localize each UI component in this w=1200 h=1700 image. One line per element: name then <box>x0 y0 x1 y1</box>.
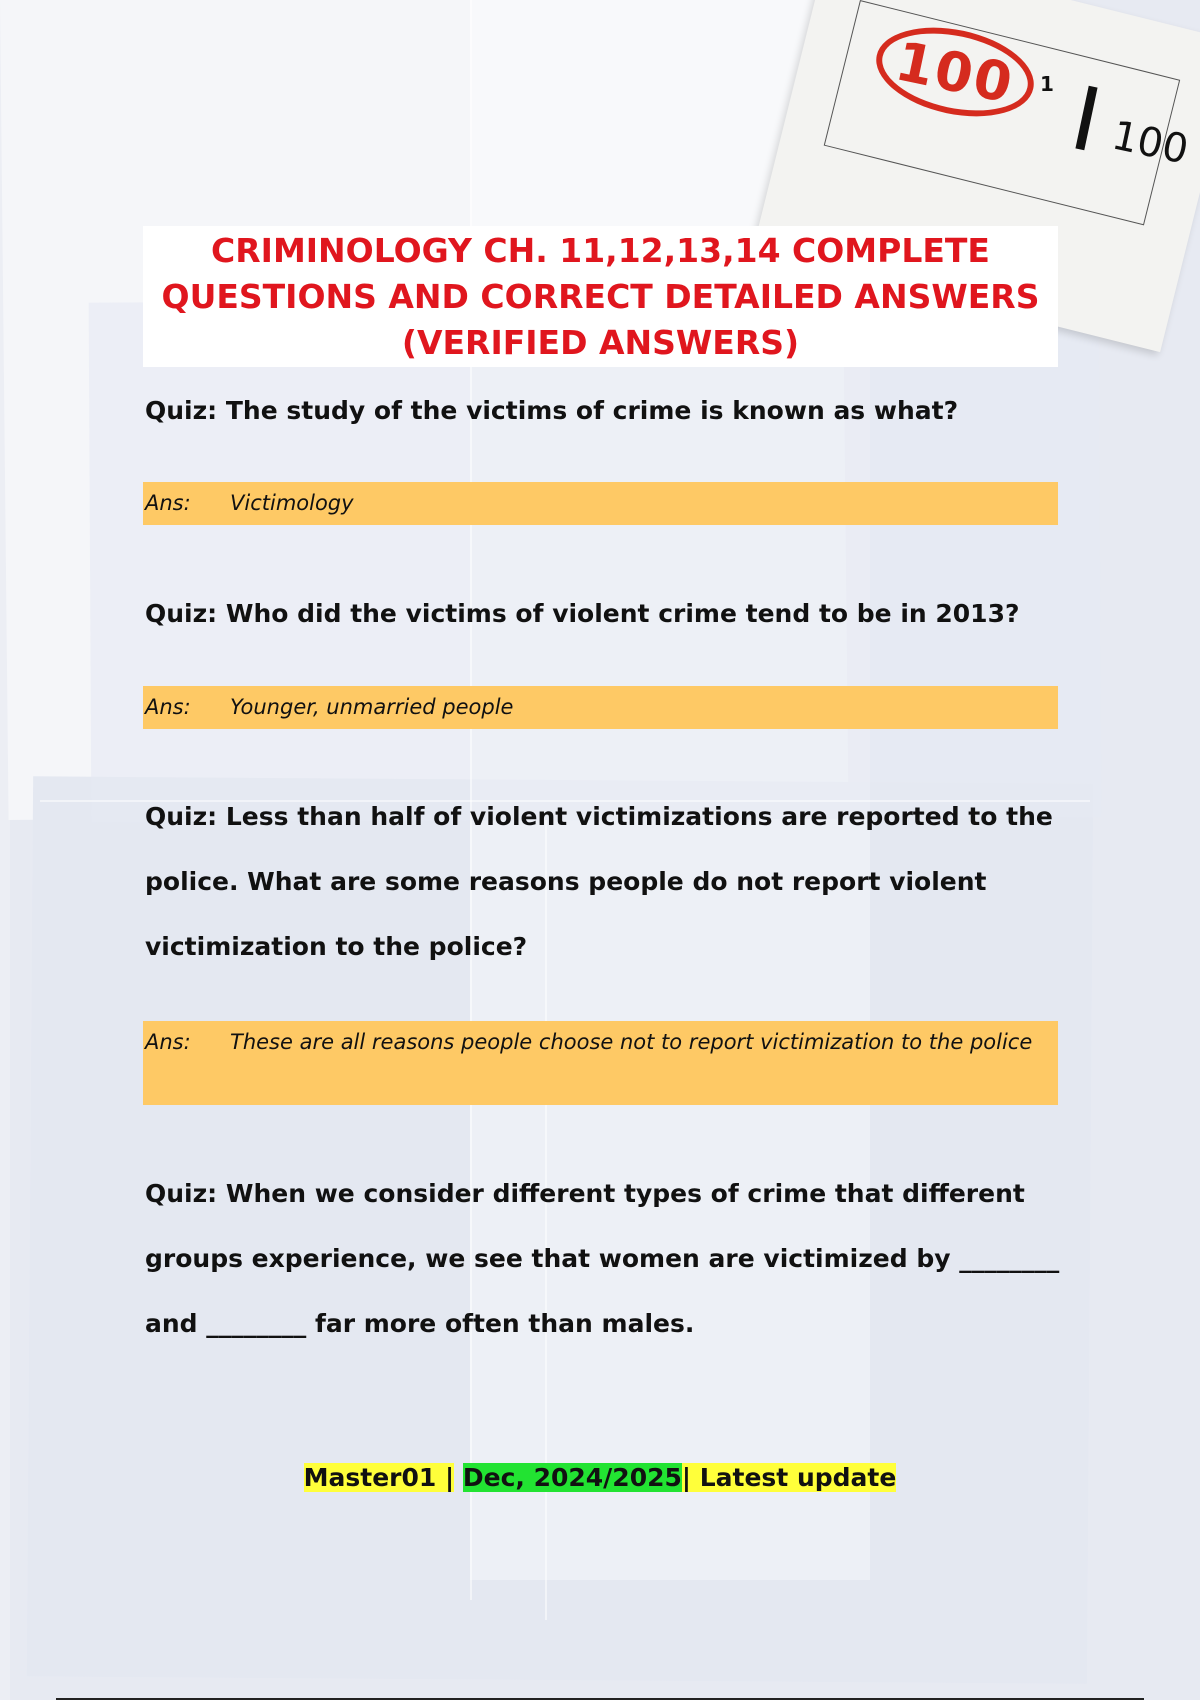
stamp-score: 100 <box>890 28 1020 116</box>
title-box <box>143 226 1058 367</box>
document-title: CRIMINOLOGY CH. 11,12,13,14 COMPLETE QUESTIONS AND CORRECT DETAILED ANSWERS (VERIFIED ANSWERS) <box>161 230 1040 362</box>
answer-box-3 <box>143 1021 1058 1105</box>
quiz-question-1: Quiz: The study of the victims of crime is known as what? <box>145 396 959 425</box>
quiz-question-2: Quiz: Who did the victims of violent crime tend to be in 2013? <box>145 599 1020 628</box>
answer-box-2 <box>143 686 1058 729</box>
answer-box-1 <box>143 482 1058 525</box>
footer-update: | Latest update <box>681 1463 897 1492</box>
answer-text-2: Younger, unmarried people <box>230 695 514 719</box>
footer-date: Dec, 2024/2025 <box>462 1463 682 1492</box>
quiz-question-3: Quiz: Less than half of violent victimizations are reported to the police. What are some reasons people do not report violent victimization to the police? <box>145 802 1053 961</box>
paper-sheet-middle <box>89 297 1102 822</box>
stamp-max-score: 100 <box>1108 112 1193 174</box>
answer-text-3: These are all reasons people choose not to report victimization to the police <box>230 1030 1033 1054</box>
quiz-question-4: Quiz: When we consider different types of crime that different groups experience, we see that women are victimized by ________ and ________ far more often than males. <box>145 1179 1060 1338</box>
answer-label: Ans: <box>145 695 191 719</box>
answer-label: Ans: <box>145 1030 191 1054</box>
answer-label: Ans: <box>145 491 191 515</box>
stamp-superscript: 1 <box>1040 72 1054 96</box>
footer-author: Master01 | <box>303 1463 455 1492</box>
answer-text-1: Victimology <box>230 491 354 515</box>
footer-line <box>0 1456 1200 1500</box>
